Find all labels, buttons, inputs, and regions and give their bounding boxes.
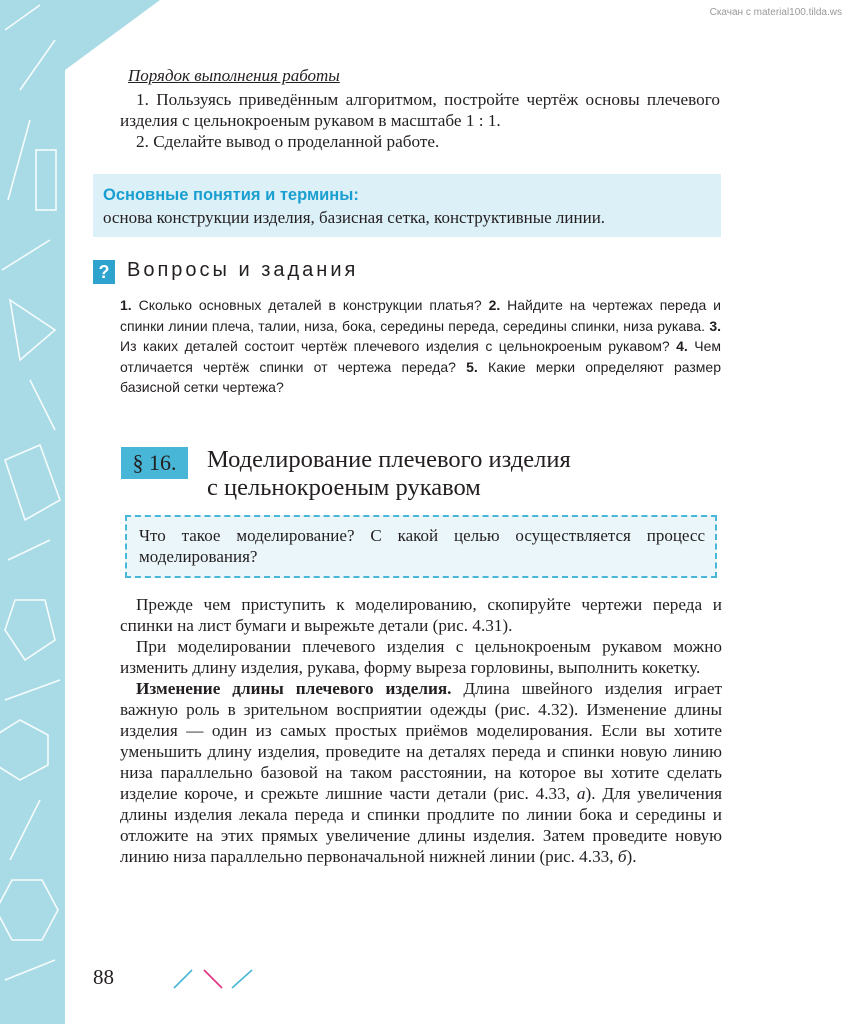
questions-heading: Вопросы и задания bbox=[127, 259, 359, 281]
question-number: 3. bbox=[709, 317, 721, 334]
page-number: 88 bbox=[93, 965, 114, 989]
question-number: 1. bbox=[120, 297, 132, 313]
key-concepts-box bbox=[93, 174, 721, 237]
order-step: 2. Сделайте вывод о проделанной работе. bbox=[136, 132, 440, 151]
key-concepts-title: Основные понятия и термины: bbox=[103, 186, 359, 204]
main-text bbox=[120, 594, 722, 867]
section-title-line: Моделирование плечевого изделия bbox=[207, 446, 571, 473]
question-number: 5. bbox=[466, 358, 478, 375]
question-text: Найдите на чертежах переда и спинки линии плеча, талии, низа, бока, середины переда, середины спинки, низа рукава. bbox=[120, 297, 721, 334]
order-step: 1. Пользуясь приведённым алгоритмом, постройте чертёж основы плечевого изделия с цельнокроеным рукавом в масштабе 1 : 1. bbox=[120, 90, 720, 130]
questions-list bbox=[120, 295, 721, 398]
figure-letter: б bbox=[617, 847, 627, 866]
paragraph-text: Длина швейного изделия играет важную роль в зрительном восприятии одежды (рис. 4.32). Изменение длины изделия — один из самых простых приёмов моделирования. Если вы хотите уменьшить длину изделия, проведите на деталях переда и спинки новую линию низа параллельно базовой на таком расстоянии, на которое вы хотите сделать изделие короче, и срежьте лишние части детали (рис. 4.33, bbox=[120, 679, 722, 803]
question-number: 2. bbox=[488, 297, 501, 313]
paragraph-text: ). bbox=[626, 847, 637, 866]
question-text: Сколько основных деталей в конструкции платья? bbox=[131, 297, 489, 313]
question-number: 4. bbox=[676, 338, 688, 355]
section-title-line: с цельнокроеным рукавом bbox=[207, 474, 481, 501]
paragraph: Прежде чем приступить к моделированию, скопируйте чертежи переда и спинки на лист бумаги и вырежьте детали (рис. 4.31). bbox=[120, 595, 722, 635]
question-mark-icon: ? bbox=[93, 260, 115, 284]
question-text: Из каких деталей состоит чертёж плечевого изделия с цельнокроеным рукавом? bbox=[120, 338, 677, 355]
question-text: Какие мерки определяют размер базисной сетки чертежа? bbox=[120, 358, 721, 396]
paragraph-text: ). Для увеличения длины изделия лекала переда и спинки продлите по линии бока и середины и отложите на этих прямых увеличение длины изделия. Затем проведите новую линию низа параллельно первоначальной нижней линии (рис. 4.33, bbox=[120, 784, 722, 866]
paragraph bbox=[120, 678, 722, 867]
paragraph-heading: Изменение длины плечевого изделия. bbox=[136, 679, 452, 698]
section-number-badge: § 16. bbox=[121, 447, 188, 479]
decorative-lines bbox=[170, 966, 260, 992]
intro-question-text: Что такое моделирование? С какой целью осуществляется процесс моделирования? bbox=[139, 526, 705, 566]
figure-letter: а bbox=[576, 784, 586, 803]
order-steps bbox=[120, 89, 720, 152]
order-title: Порядок выполнения работы bbox=[128, 66, 340, 85]
question-text: Чем отличается чертёж спинки от чертежа переда? bbox=[120, 338, 722, 375]
section-title bbox=[207, 446, 727, 502]
key-concepts-text: основа конструкции изделия, базисная сетка, конструктивные линии. bbox=[103, 208, 606, 227]
watermark: Скачан с material100.tilda.ws bbox=[709, 7, 842, 18]
paragraph: При моделировании плечевого изделия с цельнокроеным рукавом можно изменить длину изделия, рукава, форму выреза горловины, выполнить кокетку. bbox=[120, 637, 722, 677]
intro-question-box bbox=[125, 515, 717, 578]
